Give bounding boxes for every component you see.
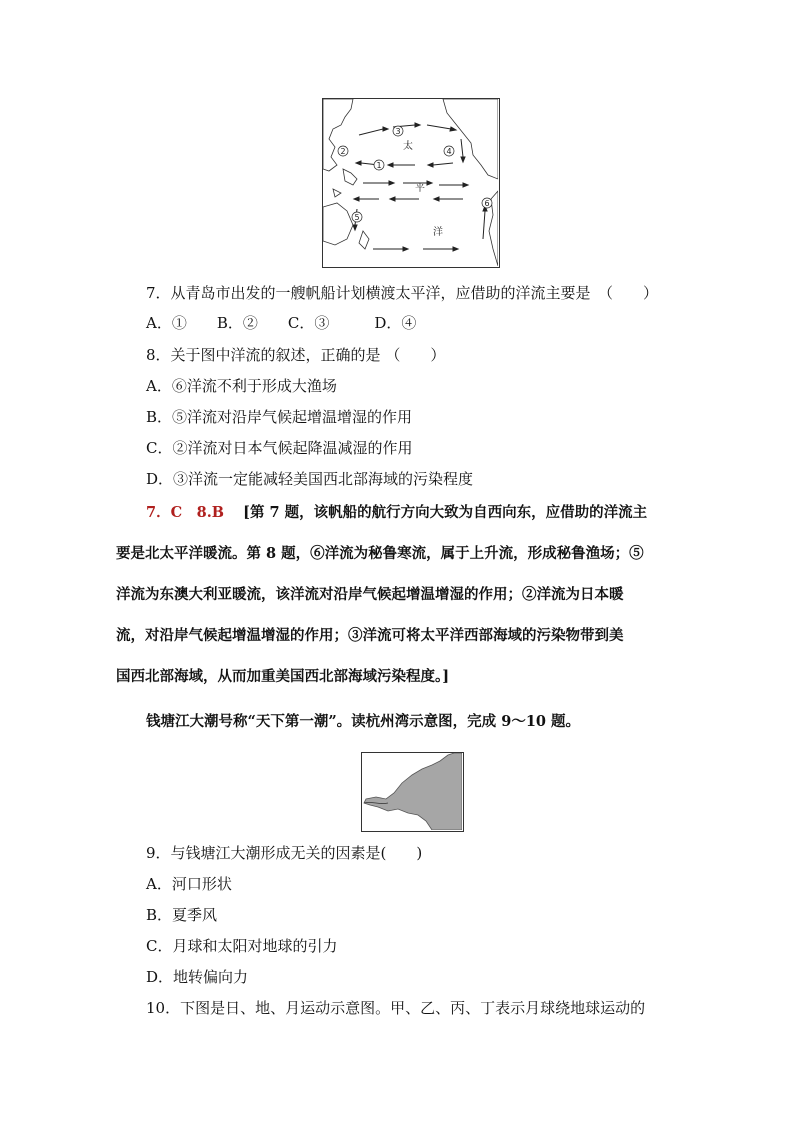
map-label-tai: 太 xyxy=(403,141,413,152)
q8-option-d: D．③洋流一定能减轻美国西北部海域的污染程度 xyxy=(146,470,474,488)
asia-coast xyxy=(323,99,353,171)
current-label-4 xyxy=(444,146,454,156)
svg-text:3: 3 xyxy=(395,127,401,136)
north-america-coast xyxy=(443,99,498,179)
q9-option-d: D．地转偏向力 xyxy=(146,968,249,986)
answer-line-3: 洋流为东澳大利亚暖流，该洋流对沿岸气候起增温增湿的作用；②洋流为日本暖 xyxy=(116,586,624,603)
q9-option-c: C．月球和太阳对地球的引力 xyxy=(146,937,338,955)
q8-option-c: C．②洋流对日本气候起降温减湿的作用 xyxy=(146,439,413,457)
hangzhou-bay-map xyxy=(361,752,464,832)
new-zealand xyxy=(359,231,369,249)
answer-key: 7．C 8.B xyxy=(146,504,225,521)
australia-coast xyxy=(323,203,353,245)
q7-stem: 7．从青岛市出发的一艘帆船计划横渡太平洋，应借助的洋流主要是 （ ） xyxy=(146,284,659,302)
q9-stem: 9．与钱塘江大潮形成无关的因素是( ) xyxy=(146,844,423,862)
hangzhou-bay-svg xyxy=(362,753,462,830)
islands-west xyxy=(333,169,357,197)
q9-option-a: A．河口形状 xyxy=(146,875,232,893)
svg-text:1: 1 xyxy=(376,161,382,170)
answer-line-4: 流，对沿岸气候起增温增湿的作用；③洋流可将太平洋西部海域的污染物带到美 xyxy=(116,627,624,644)
current-label-2 xyxy=(338,146,348,156)
map-label-ping: 平 xyxy=(415,183,425,194)
q8-option-a: A．⑥洋流不利于形成大渔场 xyxy=(146,377,337,395)
answer-line-2: 要是北太平洋暖流。第 8 题，⑥洋流为秘鲁寒流，属于上升流，形成秘鲁渔场；⑤ xyxy=(116,545,644,562)
svg-text:2: 2 xyxy=(340,147,346,156)
current-label-3 xyxy=(393,126,403,136)
answer-line-5: 国西北部海域，从而加重美国西北部海域污染程度。] xyxy=(116,668,450,685)
intro-9-10: 钱塘江大潮号称“天下第一潮”。读杭州湾示意图，完成 9～10 题。 xyxy=(146,713,581,730)
current-label-5 xyxy=(352,212,362,222)
land-area xyxy=(364,753,462,830)
answer-line-1: [第 7 题，该帆船的航行方向大致为自西向东，应借助的洋流主 xyxy=(243,504,648,521)
pacific-currents-map xyxy=(322,98,500,268)
q9-option-b: B．夏季风 xyxy=(146,906,218,924)
pacific-map-svg xyxy=(323,99,498,266)
svg-text:4: 4 xyxy=(446,147,452,156)
svg-text:5: 5 xyxy=(354,213,360,222)
q7-options: A．① B．② C．③ D．④ xyxy=(146,314,417,332)
current-label-1 xyxy=(374,160,384,170)
q10-stem: 10．下图是日、地、月运动示意图。甲、乙、丙、丁表示月球绕地球运动的 xyxy=(146,999,646,1017)
q8-option-b: B．⑤洋流对沿岸气候起增温增湿的作用 xyxy=(146,408,413,426)
svg-text:6: 6 xyxy=(484,199,490,208)
answer-block-7-8 xyxy=(146,503,647,523)
current-label-6 xyxy=(482,198,492,208)
q8-stem: 8．关于图中洋流的叙述，正确的是 （ ） xyxy=(146,346,446,364)
map-label-yang: 洋 xyxy=(433,227,443,238)
